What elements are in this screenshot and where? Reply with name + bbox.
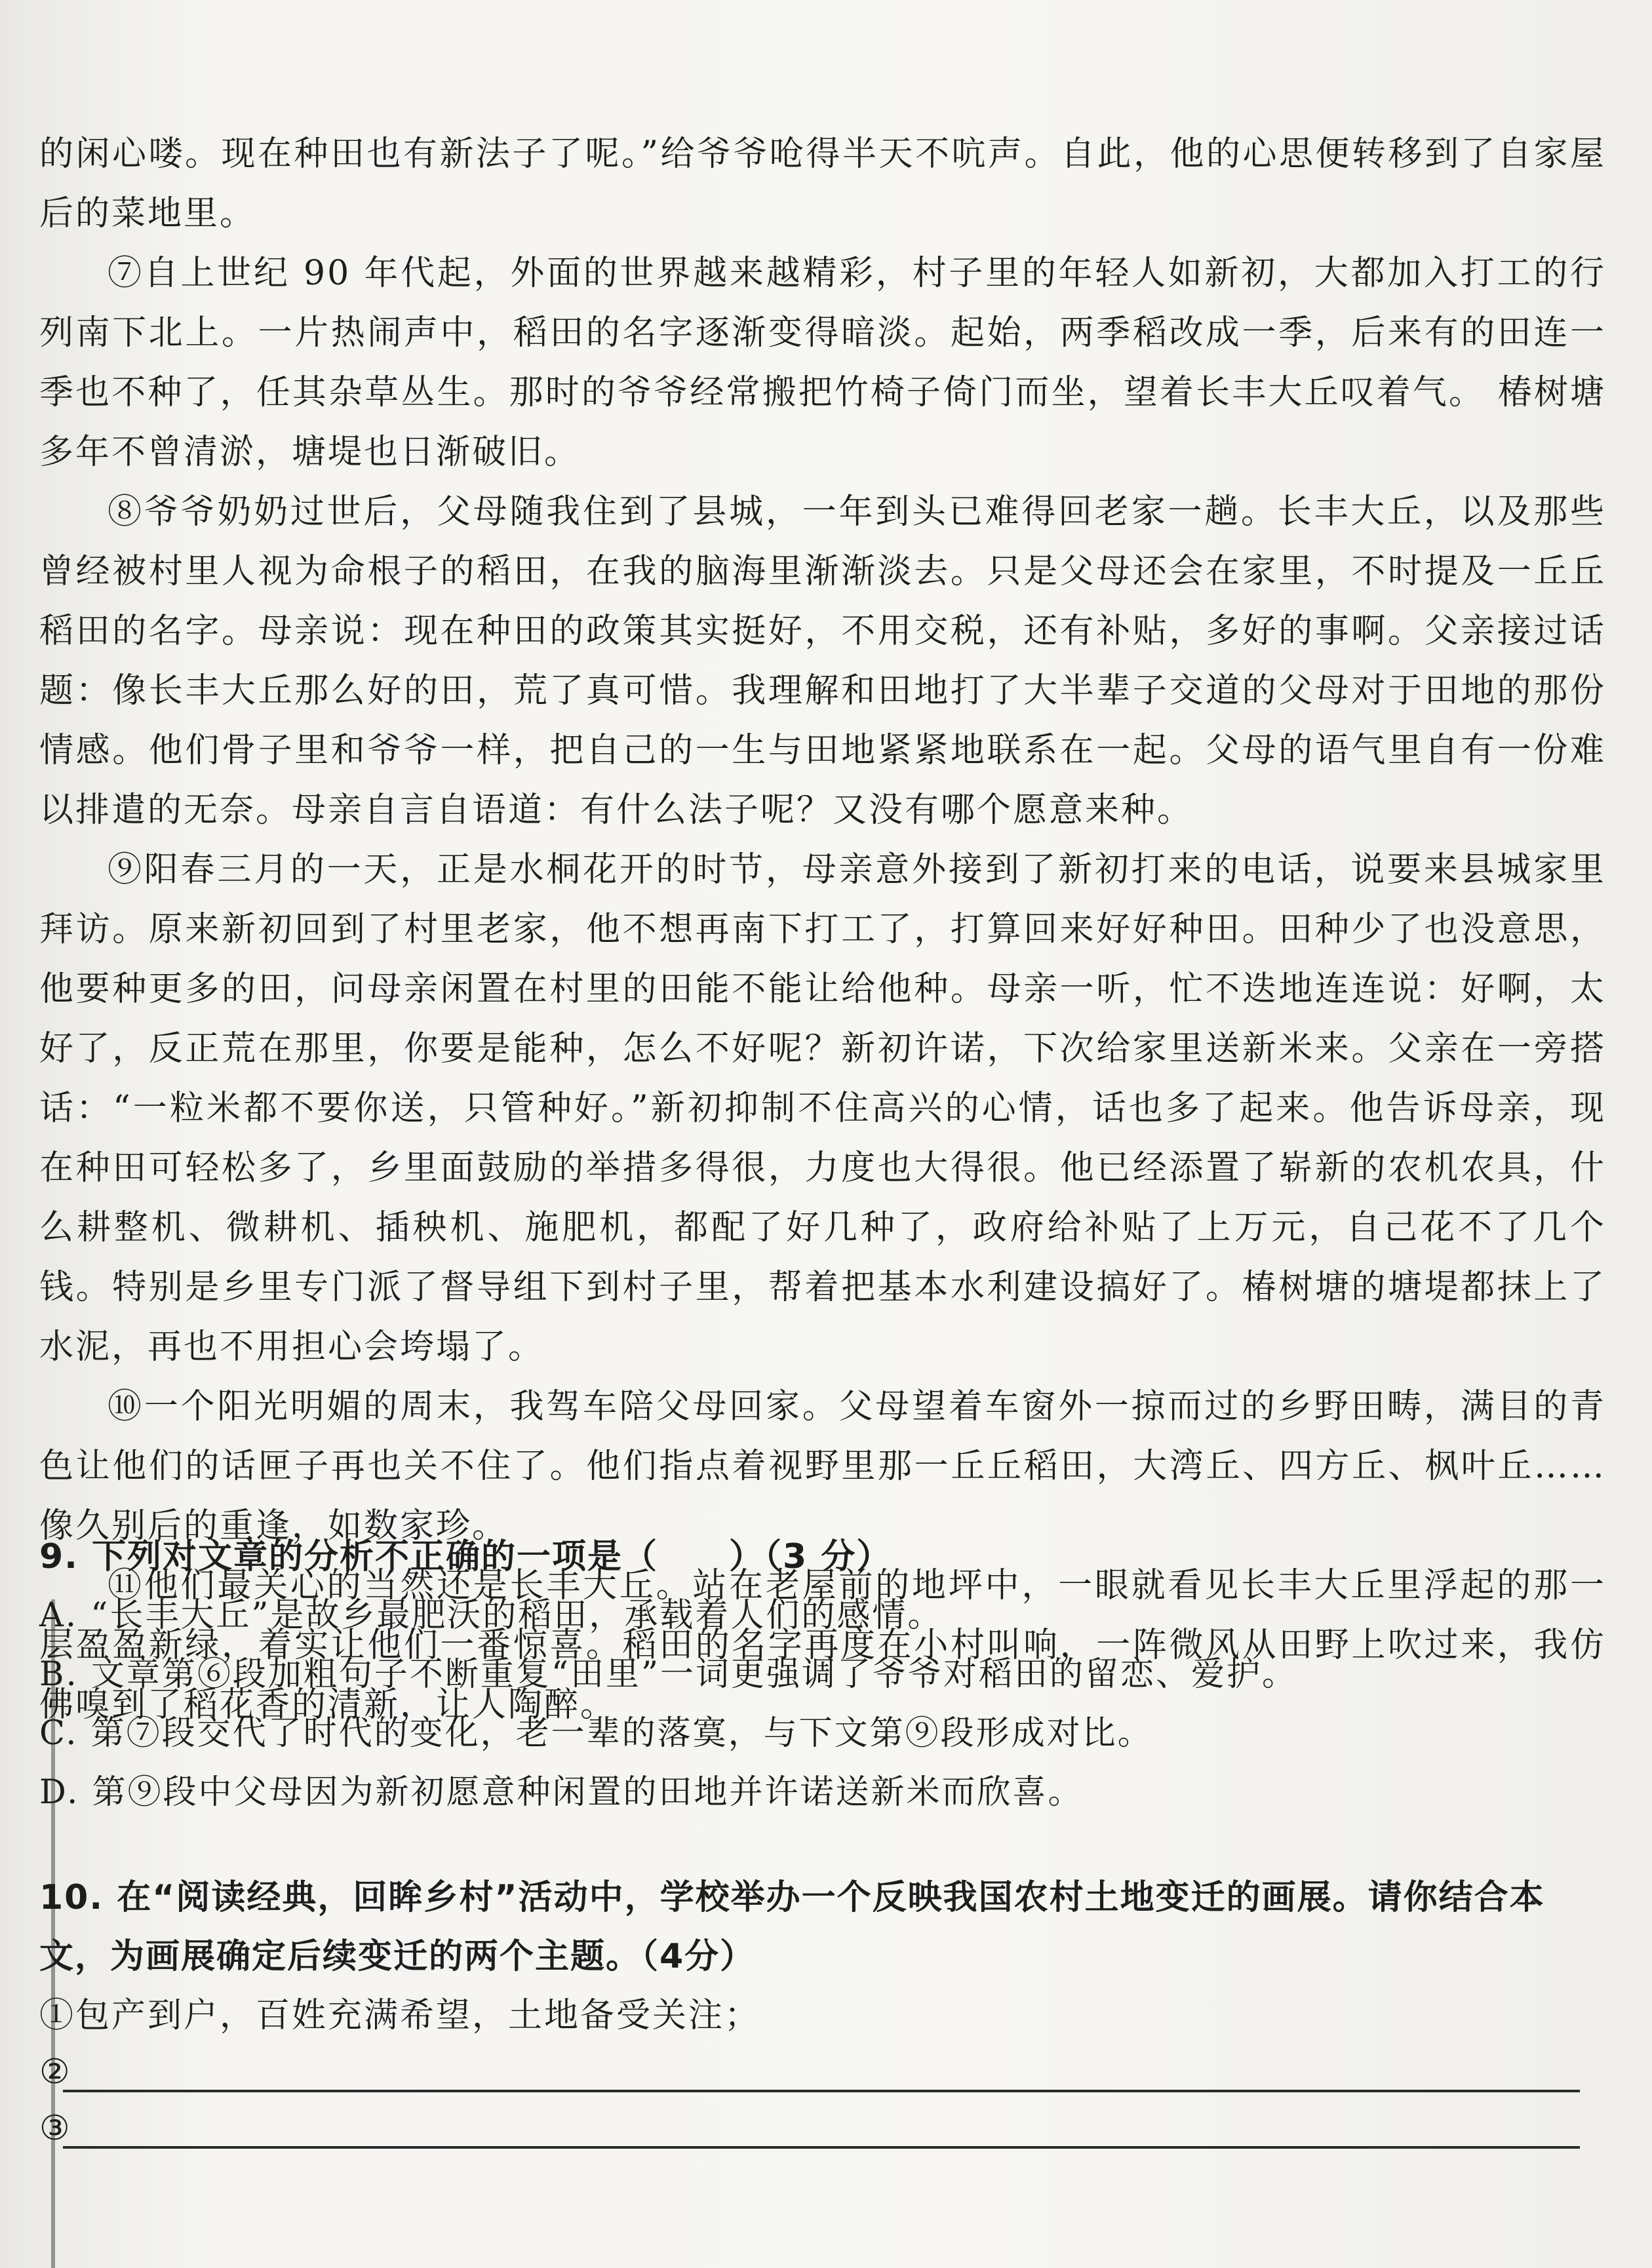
answer-row-2[interactable] (39, 2043, 1613, 2099)
answer-3-number: ③ (39, 2109, 72, 2148)
questions-section (39, 1527, 1613, 2155)
answer-1-text: ①包产到户，百姓充满希望，土地备受关注； (39, 1996, 761, 2035)
paragraph-8: ⑧爷爷奶奶过世后，父母随我住到了县城，一年到头已难得回老家一趟。长丰大丘，以及那些曾经被村里人视为命根子的稻田，在我的脑海里渐渐淡去。只是父母还会在家里，不时提及一丘丘稻田的名字。母亲说：现在种田的政策其实挺好，不用交税，还有补贴，多好的事啊。父亲接过话题：像长丰大丘那么好的田，荒了真可惜。我理解和田地打了大半辈子交道的父母对于田地的那份情感。他们骨子里和爷爷一样，把自己的一生与田地紧紧地联系在一起。父母的语气里自有一份难以排遣的无奈。母亲自言自语道：有什么法子呢？又没有哪个愿意来种。 (39, 492, 1606, 830)
paragraph-11: ⑪他们最关心的当然还是长丰大丘。站在老屋前的地坪中，一眼就看见长丰大丘里浮起的那一层盈盈新绿，着实让他们一番惊喜。稻田的名字再度在小村叫响，一阵微风从田野上吹过来，我仿佛嗅到了稻花香的清新，让人陶醉。 (39, 1566, 1606, 1725)
paragraph-10: ⑩一个阳光明媚的周末，我驾车陪父母回家。父母望着车窗外一掠而过的乡野田畴，满目的青色让他们的话匣子再也关不住了。他们指点着视野里那一丘丘稻田，大湾丘、四方丘、枫叶丘……像久别后的重逢，如数家珍。 (39, 1387, 1606, 1546)
answer-row-1 (39, 1986, 1613, 2043)
question-10-title: 10. 在“阅读经典，回眸乡村”活动中，学校举办一个反映我国农村土地变迁的画展。请你结合本文，为画展确定后续变迁的两个主题。（4分） (39, 1878, 1545, 1976)
option-d: D. 第⑨段中父母因为新初愿意种闲置的田地并许诺送新米而欣喜。 (39, 1773, 1084, 1812)
answer-2-number: ② (39, 2052, 72, 2092)
answer-line-3[interactable] (63, 2146, 1580, 2149)
reading-passage (39, 125, 1606, 1735)
answer-row-3[interactable] (39, 2099, 1613, 2155)
question-10 (39, 1868, 1613, 2155)
paragraph-6-end: 的闲心喽。现在种田也有新法子了呢。”给爷爷呛得半天不吭声。自此，他的心思便转移到了自家屋后的菜地里。 (39, 134, 1606, 233)
question-9 (39, 1527, 1613, 1822)
paragraph-7: ⑦自上世纪 90 年代起，外面的世界越来越精彩，村子里的年轻人如新初，大都加入打工的行列南下北上。一片热闹声中，稻田的名字逐渐变得暗淡。起始，两季稻改成一季，后来有的田连一季也不种了，任其杂草丛生。那时的爷爷经常搬把竹椅子倚门而坐，望着长丰大丘叹着气。 椿树塘多年不曾清淤，塘堤也日渐破旧。 (39, 254, 1606, 472)
answer-line-2[interactable] (63, 2090, 1580, 2092)
question-9-title: 9. 下列对文章的分析不正确的一项是（ ）（3 分） (39, 1537, 892, 1576)
option-b: B. 文章第⑥段加粗句子不断重复“田里”一词更强调了爷爷对稻田的留恋、爱护。 (39, 1655, 1298, 1694)
option-a: A. “长丰大丘”是故乡最肥沃的稻田，承载着人们的感情。 (39, 1596, 943, 1635)
paragraph-9: ⑨阳春三月的一天，正是水桐花开的时节，母亲意外接到了新初打来的电话，说要来县城家里拜访。原来新初回到了村里老家，他不想再南下打工了，打算回来好好种田。田种少了也没意思，他要种更多的田，问母亲闲置在村里的田能不能让给他种。母亲一听，忙不迭地连连说：好啊，太好了，反正荒在那里，你要是能种，怎么不好呢？新初许诺，下次给家里送新米来。父亲在一旁搭话：“一粒米都不要你送，只管种好。”新初抑制不住高兴的心情，话也多了起来。他告诉母亲，现在种田可轻松多了，乡里面鼓励的举措多得很，力度也大得很。他已经添置了崭新的农机农具，什么耕整机、微耕机、插秧机、施肥机，都配了好几种了，政府给补贴了上万元，自己花不了几个钱。特别是乡里专门派了督导组下到村子里，帮着把基本水利建设搞好了。椿树塘的塘堤都抹上了水泥，再也不用担心会垮塌了。 (39, 850, 1606, 1367)
option-c: C. 第⑦段交代了时代的变化，老一辈的落寞，与下文第⑨段形成对比。 (39, 1714, 1153, 1753)
